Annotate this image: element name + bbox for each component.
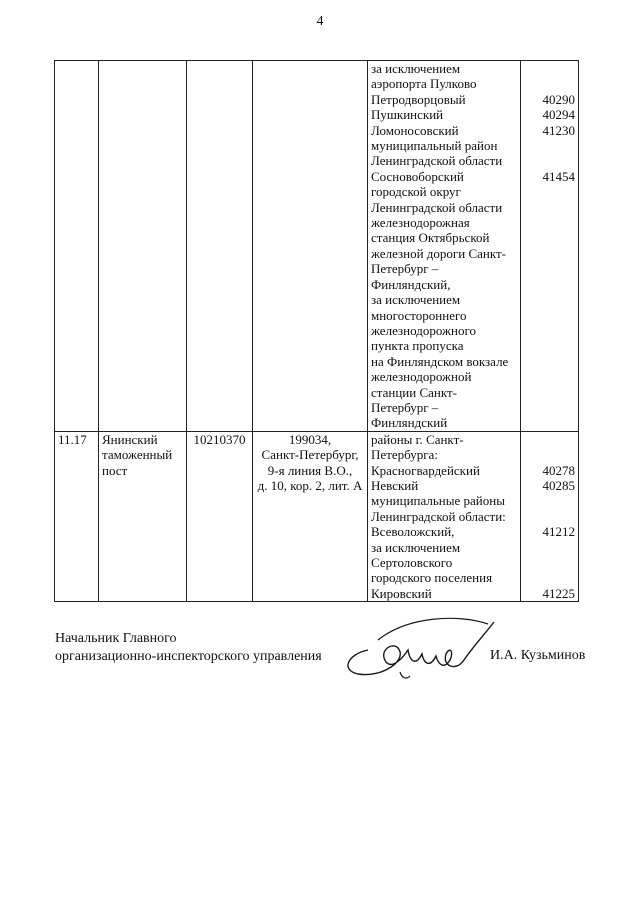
cell-text-line: Невский [371,477,419,493]
cell-text-line: Пушкинский [371,107,444,123]
cell-text-line: 199034, [288,431,332,447]
number-cell [55,431,99,601]
cell-text-line: железной дороги Санкт- [371,245,507,261]
cell-text-line: на Финляндском вокзале [371,353,509,369]
spacer [524,555,575,570]
cell-text-line: Петербург – [371,261,439,277]
cell-text-line: Всеволожский, [371,524,455,540]
cell-text-line: за исключением [371,61,461,76]
cell-text-line: Сертоловского [371,555,453,570]
signatory-title-line: организационно-инспекторского управления [55,649,322,664]
cell-text-line: д. 10, кор. 2, лит. А [257,477,363,493]
cell-text-line: железнодорожная [371,215,470,231]
cell-text-line: станции Санкт- [371,384,458,400]
cell-text-line: Янинский [102,431,158,447]
cell-text-line: Финляндский, [371,276,451,292]
cell-text-line: Ленинградской области [371,199,503,215]
okato-code-cell [521,431,579,601]
cell-text-line: железнодорожной [371,369,472,385]
number-cell [55,61,99,432]
signer-name: И.А. Кузьминов [490,648,586,663]
cell-text-line: пункта пропуска [371,338,464,354]
cell-text-line: железнодорожного [371,322,476,338]
cell-text-line: Финляндский [371,415,448,431]
okato-code-cell [521,61,579,432]
cell-text-line: 40285 [542,477,575,493]
office-name-cell [99,431,187,601]
cell-text-line: 40290 [542,91,575,107]
cell-text-line: станция Октябрьской [371,230,490,246]
cell-text-line: таможенный [102,447,173,463]
cell-text-line: Ленинградской области: [371,508,506,524]
cell-text-line: муниципальные районы [371,493,505,509]
cell-text-line: пост [102,462,128,478]
spacer [524,540,575,555]
cell-text-line: 41225 [542,585,575,601]
spacer [524,493,575,508]
office-code-cell [187,61,253,432]
address-cell [253,61,368,432]
office-name-cell [99,61,187,432]
spacer [524,61,575,76]
cell-text-line: городской округ [371,184,461,200]
cell-text-line: Петродворцовый [371,91,466,107]
spacer [524,432,575,447]
cell-text-line: Петербурга: [371,447,438,463]
cell-text-line: многостороннего [371,307,467,323]
cell-text-line: Сосновоборский [371,168,464,184]
spacer [524,509,575,524]
cell-text-line: 41454 [542,168,575,184]
handwritten-signature [338,610,498,682]
spacer [524,570,575,585]
cell-text-line: аэропорта Пулково [371,76,477,92]
cell-text-line: Кировский [371,585,432,601]
territory-cell [368,61,521,432]
cell-text-line: Ломоносовский [371,122,459,138]
row-number: 11.17 [58,431,87,447]
spacer [524,138,575,153]
table-row [55,61,579,432]
signatory-title-line: Начальник Главного [55,631,177,646]
customs-territory-table [54,60,579,602]
cell-text-line: за исключением [371,292,461,308]
cell-text-line: 9-я линия В.О., [267,462,353,478]
page-number: 4 [316,14,324,29]
cell-text-line: 41212 [542,524,575,540]
cell-text-line: районы г. Санкт- [371,431,464,447]
cell-text-line: Ленинградской области [371,153,503,169]
table-row [55,431,579,601]
spacer [524,76,575,91]
cell-text-line: Петербург – [371,399,439,415]
office-code-cell [187,431,253,601]
cell-text-line: Красногвардейский [371,462,480,478]
cell-text-line: городского поселения [371,570,493,586]
cell-text-line: муниципальный район [371,138,498,154]
cell-text-line: 41230 [542,122,575,138]
cell-text-line: Санкт-Петербург, [261,447,359,463]
cell-text-line: 40278 [542,462,575,478]
territory-cell [368,431,521,601]
office-code: 10210370 [193,431,246,447]
spacer [524,153,575,168]
address-cell [253,431,368,601]
signatory-title [55,630,322,666]
cell-text-line: 40294 [542,107,575,123]
cell-text-line: за исключением [371,539,461,555]
spacer [524,447,575,462]
